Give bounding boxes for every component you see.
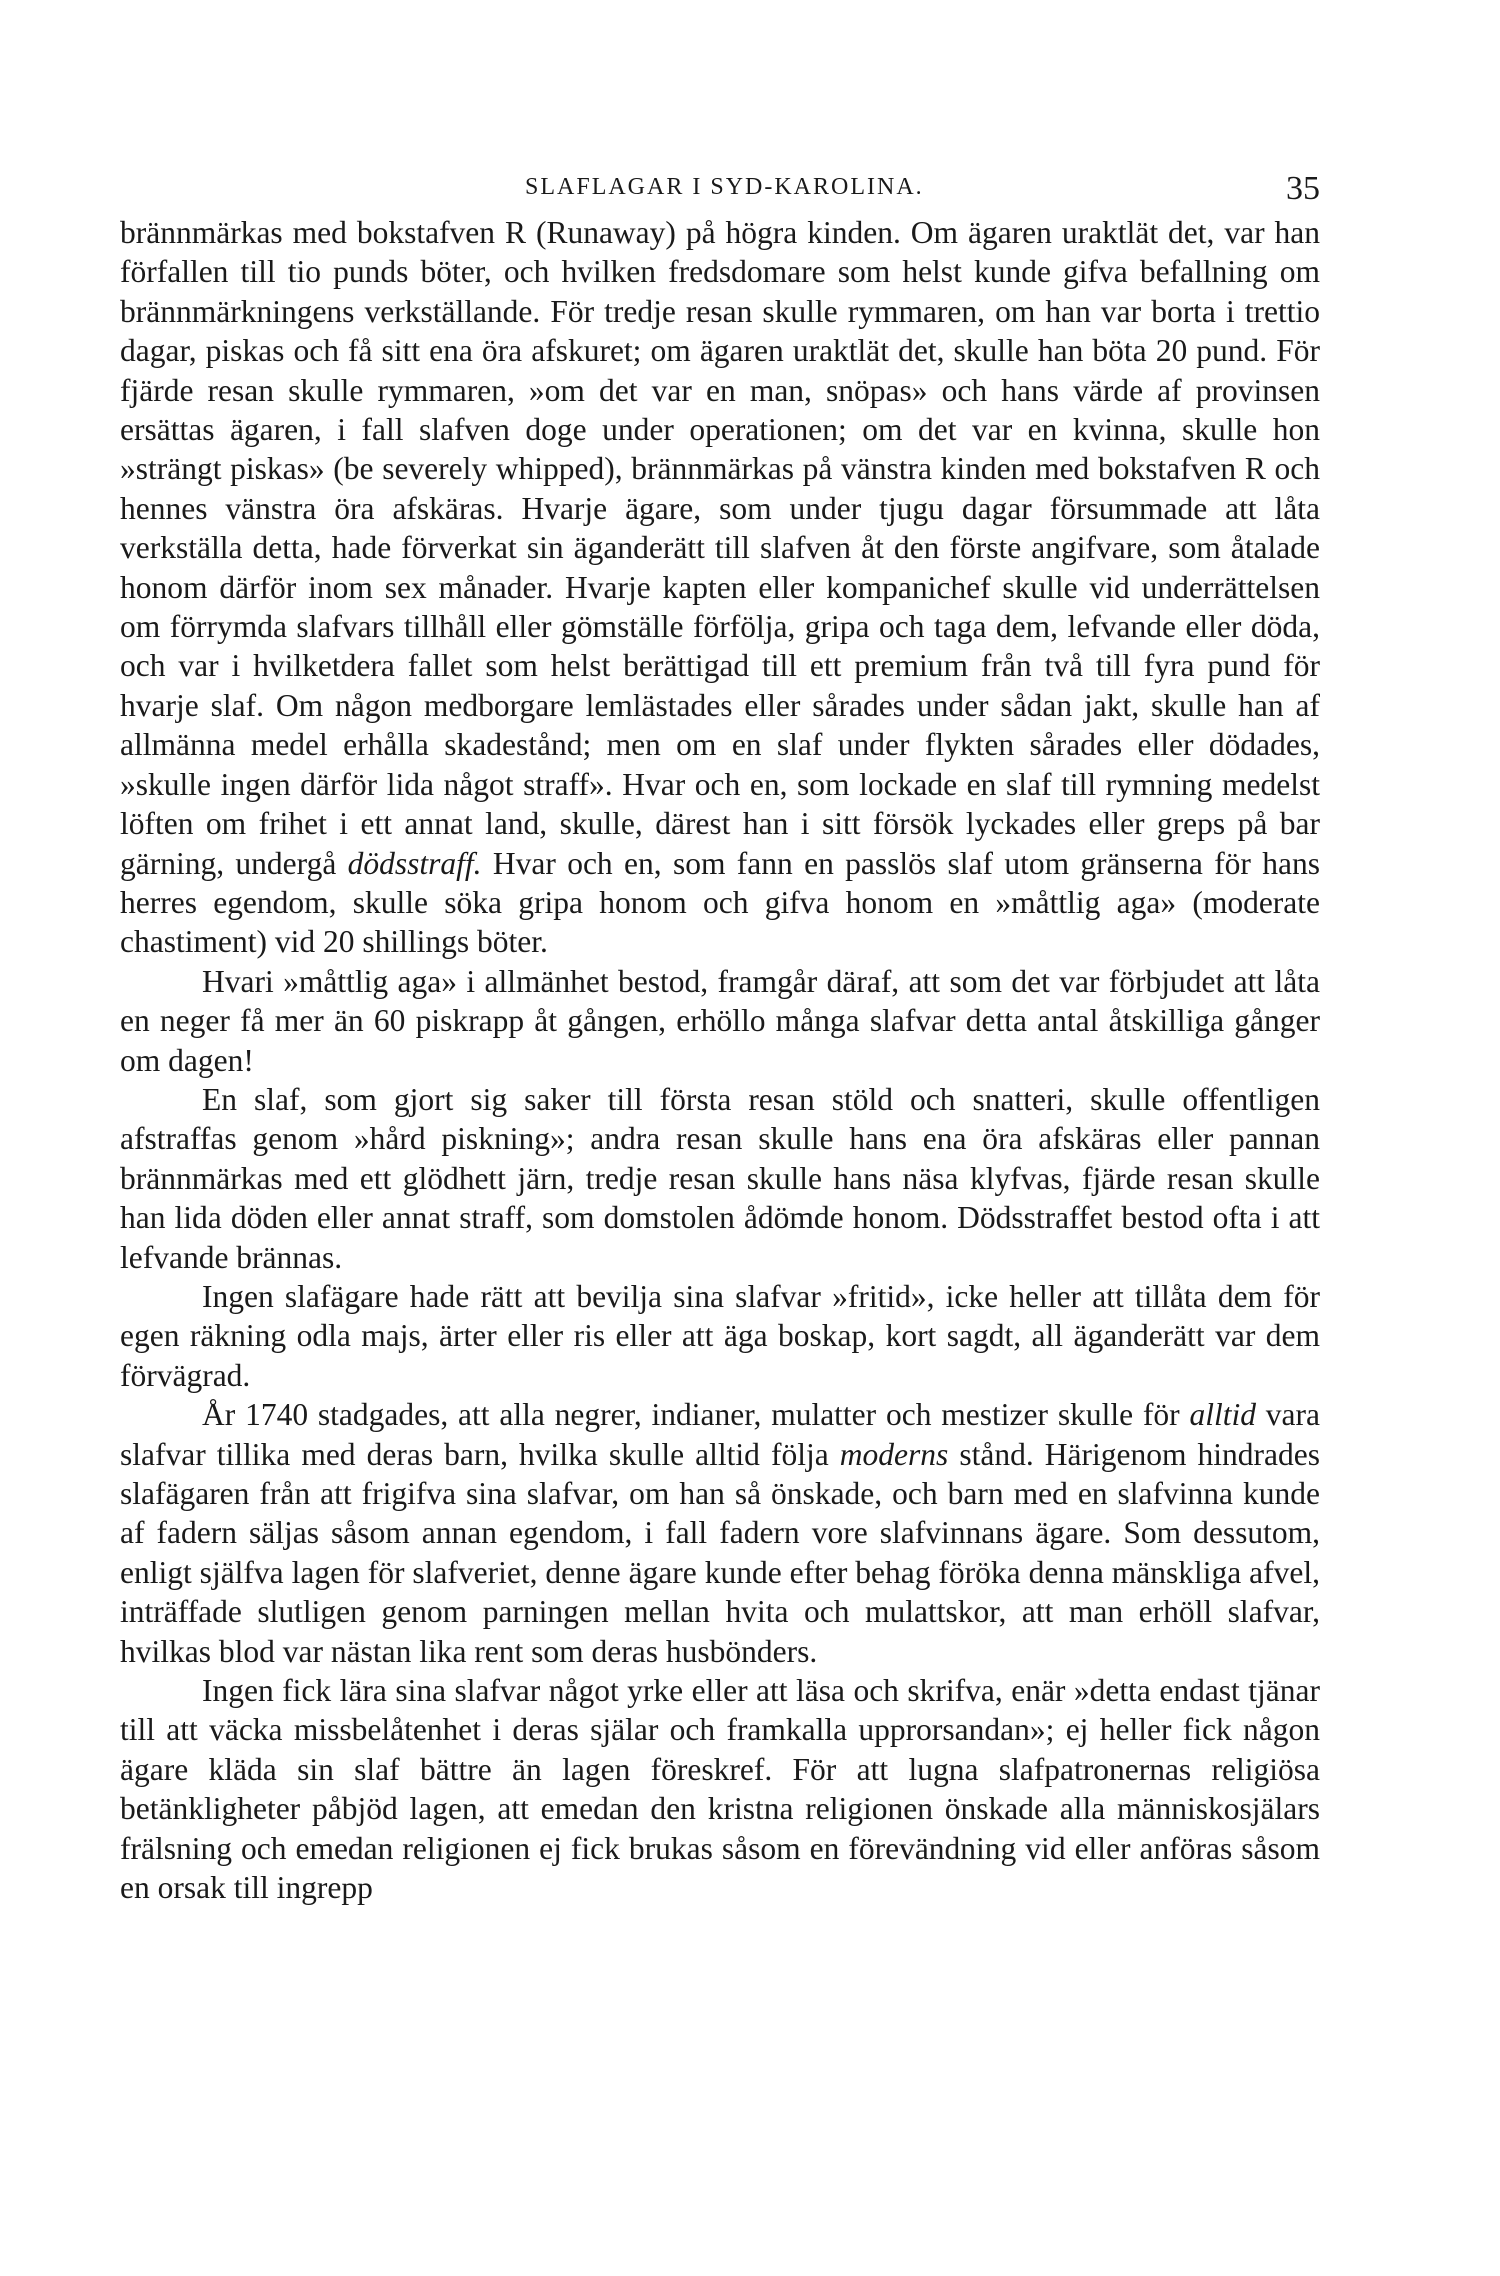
paragraph [120, 1080, 1320, 1277]
text-run: Ingen slafägare hade rätt att bevilja sina slafvar »fritid», icke heller att tillåta dem för egen räkning odla majs, ärter eller ris eller att äga boskap, kort sagdt, all äganderätt var dem förvägrad. [120, 1278, 1320, 1393]
text-run: stånd. Härigenom hindrades slafägaren från att frigifva sina slafvar, om han så önskade, och barn med en slafvinna kunde af fadern säljas såsom annan egendom, i fall fadern vore slafvinnans ägare. Som dessutom, enligt själfva lagen för slafveriet, denne ägare kunde efter behag föröka denna mänskliga afvel, inträffade slutligen genom parningen mellan hvita och mulattskor, att man erhöll slafvar, hvilkas blod var nästan lika rent som deras husbönders. [120, 1436, 1320, 1669]
text-run: En slaf, som gjort sig saker till första resan stöld och snatteri, skulle offentligen afstraffas genom »hård piskning»; andra resan skulle hans ena öra afskäras eller pannan brännmärkas med ett glödhett järn, tredje resan skulle hans näsa klyfvas, fjärde resan skulle han lida döden eller annat straff, som domstolen ådömde honom. Dödsstraffet bestod ofta i att lefvande brännas. [120, 1081, 1320, 1275]
running-header [120, 170, 1320, 210]
text-run: brännmärkas med bokstafven R (Runaway) på högra kinden. Om ägaren uraktlät det, var han förfallen till tio punds böter, och hvilken fredsdomare som helst kunde gifva befallning om brännmärkningens verkställande. För tredje resan skulle rymmaren, om han var borta i trettio dagar, piskas och få sitt ena öra afskuret; om ägaren uraktlät det, skulle han böta 20 pund. För fjärde resan skulle rymmaren, »om det var en man, snöpas» och hans värde af provinsen ersättas ägaren, i fall slafven doge under operationen; om det var en kvinna, skulle hon »strängt piskas» (be severely whipped), brännmärkas på vänstra kinden med bokstafven R och hennes vänstra öra afskäras. Hvarje ägare, som under tjugu dagar försummade att låta verkställa detta, hade förverkat sin äganderätt till slafven åt den förste angifvare, som åtalade honom därför inom sex månader. Hvarje kapten eller kompanichef skulle vid underrättelsen om förrymda slafvars tillhåll eller gömställe förfölja, gripa och taga dem, lefvande eller döda, och var i hvilketdera fallet som helst berättigad till ett premium från två till fyra pund för hvarje slaf. Om någon medborgare lemlästades eller sårades under sådan jakt, skulle han af allmänna medel erhålla skadestånd; men om en slaf under flykten sårades eller dödades, »skulle ingen därför lida något straff». Hvar och en, som lockade en slaf till rymning medelst löften om frihet i ett annat land, skulle, därest han i sitt försök lyckades eller greps på bar gärning, undergå [120, 215, 1320, 881]
running-header-title: SLAFLAGAR I SYD-KAROLINA. [525, 174, 924, 200]
text-run: Hvari »måttlig aga» i allmänhet bestod, framgår däraf, att som det var förbjudet att låta en neger få mer än 60 piskrapp åt gången, erhöllo många slafvar detta antal åtskilliga gånger om dagen! [120, 963, 1320, 1078]
page-number: 35 [1286, 170, 1320, 207]
italic-text: dödsstraff. [347, 845, 482, 881]
text-run: Ingen fick lära sina slafvar något yrke eller att läsa och skrifva, enär »detta endast tjänar till att väcka missbelåtenhet i deras själar och framkalla upprorsandan»; ej heller fick någon ägare kläda sin slaf bättre än lagen föreskref. För att lugna slafpatronernas religiösa betänkligheter påbjöd lagen, att emedan den kristna religionen önskade alla människosjälars frälsning och emedan religionen ej fick brukas såsom en förevändning vid eller anföras såsom en orsak till ingrepp [120, 1673, 1320, 1906]
italic-text: alltid [1189, 1397, 1256, 1433]
paragraph [120, 1671, 1320, 1907]
paragraph [120, 213, 1320, 962]
paragraph [120, 1277, 1320, 1395]
paragraph [120, 1395, 1320, 1671]
body-text [120, 213, 1320, 1907]
text-run: vara slafvar tillika med deras barn, hvilka skulle alltid följa [120, 1397, 1320, 1472]
text-run: År 1740 stadgades, att alla negrer, indianer, mulatter och mestizer skulle för [202, 1397, 1190, 1433]
text-run: Hvar och en, som fann en passlös slaf utom gränserna för hans herres egendom, skulle söka gripa honom och gifva honom en »måttlig aga» (moderate chastiment) vid 20 shillings böter. [120, 845, 1320, 960]
italic-text: moderns [839, 1436, 949, 1472]
paragraph [120, 962, 1320, 1080]
